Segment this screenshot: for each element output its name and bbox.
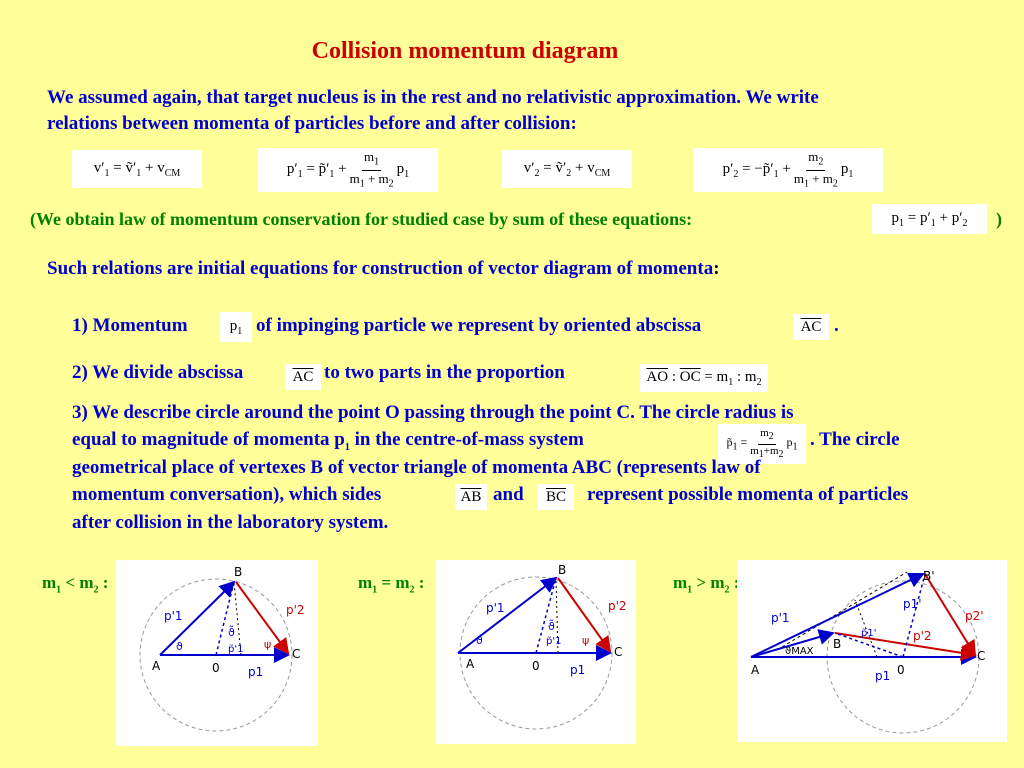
conservation-text: (We obtain law of momentum conservation for studied case by sum of these equations:: [30, 209, 693, 229]
label-o: 0: [212, 661, 220, 675]
item-2-text: to two parts in the proportion: [324, 362, 565, 383]
label-o: 0: [897, 663, 905, 677]
item-3-line-3: geometrical place of vertexes B of vector triangle of momenta ABC (represents law of: [72, 457, 761, 478]
label-p1: p1: [248, 665, 264, 679]
diagram-m1-greater-m2: [737, 560, 1007, 742]
equation-p1-small: $p_1$: [220, 312, 252, 342]
label-p2-prime: p'2: [608, 599, 627, 613]
equation-v1: $v'_1$ = $ṽ'_1 + v_{CM}$: [72, 150, 202, 188]
label-o: 0: [532, 659, 540, 673]
item-3-line-4a: momentum conversation), which sides: [72, 484, 382, 505]
label-p1: p1: [875, 669, 891, 683]
label-b: B: [234, 565, 243, 579]
label-b: B: [558, 563, 567, 577]
equation-v2: $v'_2$ = $ṽ'_2 + v_{CM}$: [502, 150, 632, 188]
diagram-m1-equal-m2: [436, 560, 636, 744]
label-theta: ϑ: [476, 634, 483, 647]
case-label-less: $m_1 < m_2$ :: [42, 573, 109, 596]
label-c: C: [977, 649, 986, 663]
abscissa-ac-1: $\overline{AC}$: [793, 314, 829, 340]
label-theta-tilde: ϑ̃: [548, 620, 555, 633]
item-3-line-2-end: . The circle: [810, 429, 900, 450]
side-bc: $\overline{BC}$: [538, 484, 574, 510]
label-a: A: [466, 657, 475, 671]
item-1-end: .: [834, 315, 839, 336]
vector-p2-prime: [236, 582, 288, 653]
diagram-m1-less-m2: [116, 560, 318, 746]
label-p1-tilde: p̃'1: [228, 644, 244, 655]
intro-line-1: We assumed again, that target nucleus is in the rest and no relativistic approximation. We write: [47, 87, 819, 108]
case-label-equal: $m_1 = m_2$ :: [358, 573, 425, 596]
label-theta-tilde: ϑ̃: [228, 626, 235, 639]
abscissa-ac-2: $\overline{AC}$: [285, 364, 321, 390]
m4-equation-box: $p'_2$ = $-p̃'_1$ + $\frac{m_2}{m_1 + m_2}$ $p_1$: [693, 148, 883, 192]
equation-p1-tilde: $p̃_1$ = $\frac{m_2}{m_1+m_2}$ $p_1$: [718, 424, 806, 464]
page-title: Collision momentum diagram: [311, 38, 619, 64]
item-2-label: 2) We divide abscissa: [72, 362, 244, 383]
label-a: A: [751, 663, 760, 677]
item-3-line-1: 3) We describe circle around the point O passing through the point C. The circle radius is: [72, 402, 794, 423]
equation-proportion: $\overline{AO}$ : $\overline{OC} = m_1$ : $m_2$: [640, 364, 768, 392]
vector-p1-prime: [458, 578, 556, 653]
label-p1-tilde: p̃1': [861, 628, 877, 639]
item-1-text: of impinging particle we represent by oriented abscissa: [256, 315, 702, 336]
label-p1-prime-top: p1': [903, 597, 922, 611]
label-p2-prime: p'2: [286, 603, 305, 617]
label-b-prime: B': [923, 569, 935, 583]
item-3-line-4b: and: [493, 484, 524, 505]
label-psi: ψ: [582, 634, 590, 647]
item-3-line-2: equal to magnitude of momenta $p_1$ in the centre-of-mass system: [72, 429, 584, 453]
label-theta-max: ϑMAX: [785, 646, 814, 657]
label-c: C: [614, 645, 623, 659]
label-p2-prime-b: p'2: [913, 629, 932, 643]
label-theta: ϑ: [176, 640, 183, 653]
intro-line-2: relations between momenta of particles before and after collision:: [47, 113, 577, 134]
item-3-line-5: after collision in the laboratory system.: [72, 512, 389, 533]
case-label-greater: $m_1 > m_2$ :: [673, 573, 740, 596]
label-p1-prime: p'1: [486, 601, 505, 615]
label-p2-prime: p2': [965, 609, 984, 623]
label-psi: ψ: [264, 638, 272, 651]
label-c: C: [292, 647, 301, 661]
equation-conservation: $p_1 = p'_1 + p'_2$: [872, 204, 987, 234]
conservation-close: ): [996, 209, 1002, 229]
label-p1: p1: [570, 663, 586, 677]
vector-p2-prime-b: [835, 633, 975, 655]
label-p1-prime: p'1: [771, 611, 790, 625]
item-3-line-4c: represent possible momenta of particles: [587, 484, 909, 505]
label-p1-tilde: p̃'1: [546, 636, 562, 647]
such-relations-text: Such relations are initial equations for construction of vector diagram of momenta:: [47, 258, 720, 279]
side-ab: $\overline{AB}$: [455, 484, 487, 510]
label-a: A: [152, 659, 161, 673]
equation-p1: $p'_1$ = $p̃'_1$ + $\frac{m_1}{m_1 + m_2}$ $p_1$: [258, 148, 438, 192]
item-1-label: 1) Momentum: [72, 315, 188, 336]
label-p1-prime: p'1: [164, 609, 183, 623]
label-b: B: [833, 637, 842, 651]
